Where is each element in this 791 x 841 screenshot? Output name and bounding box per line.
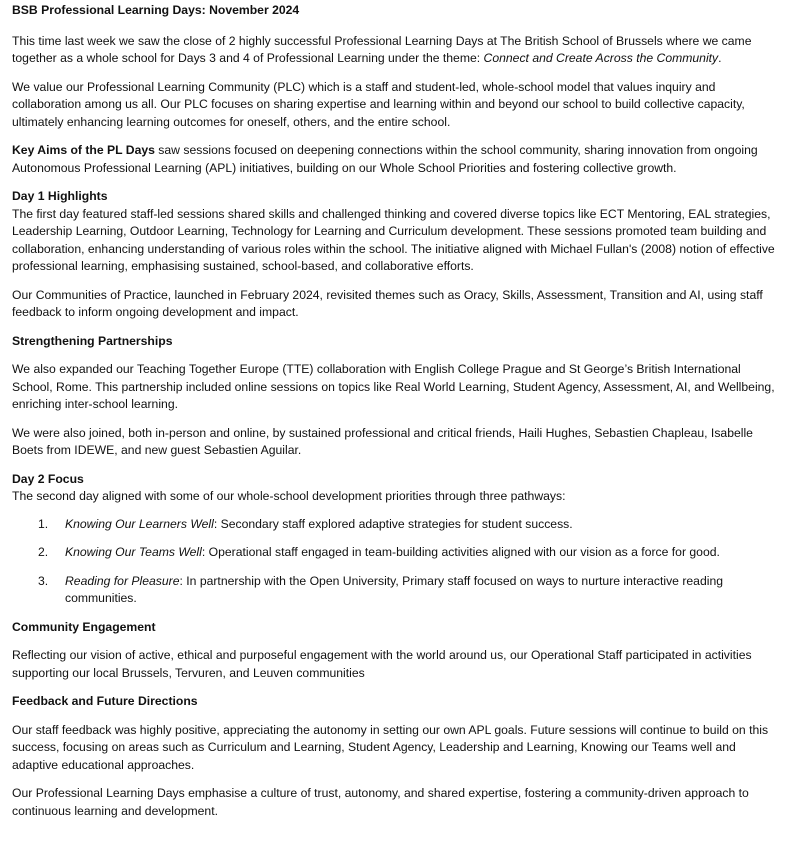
list-item-text: : Secondary staff explored adaptive strategies for student success. [213, 516, 573, 531]
key-aims-text: saw sessions focused on deepening connections within the school community, sharing innovation from ongoing Autonomous Professional Learning (APL) initiatives, building on our Whole School Priorities and fostering collective growth. [12, 143, 758, 175]
partnerships-paragraph-1: We also expanded our Teaching Together Europe (TTE) collaboration with English College Prague and St George’s British International School, Rome. This partnership included online sessions on topics like Real World Learning, Student Agency, Assessment, AI, and Wellbeing, enriching inter-school learning. [12, 362, 775, 411]
list-item-number: 1. [38, 516, 49, 531]
intro-text: This time last week we saw the close of 2 highly successful Professional Learning Days at The British School of Brussels where we came together as a whole school for Days 3 and 4 of Professional Learning under the theme: [12, 33, 752, 65]
day2-heading: Day 2 Focus [12, 471, 84, 486]
list-item [12, 516, 779, 534]
list-item-number: 2. [38, 545, 49, 559]
list-item-title: Reading for Pleasure [65, 573, 180, 588]
community-heading: Community Engagement [12, 619, 156, 634]
list-item-text: : In partnership with the Open University, Primary staff focused on ways to nurture interactive reading communities. [65, 573, 724, 605]
list-item [12, 573, 779, 608]
list-item-title: Knowing Our Teams Well [65, 545, 202, 559]
day1-heading: Day 1 Highlights [12, 189, 108, 203]
plc-paragraph: We value our Professional Learning Community (PLC) which is a staff and student-led, whole-school model that values inquiry and collaboration among us all. Our PLC focuses on sharing expertise and learning within and beyond our school to build collective capacity, ultimately enhancing learning outcomes for oneself, others, and the entire school. [12, 79, 745, 129]
intro-theme: Connect and Create Across the Community [483, 51, 719, 65]
day2-pathways-list [12, 516, 779, 608]
feedback-paragraph: Our staff feedback was highly positive, appreciating the autonomy in setting our own APL goals. Future sessions will continue to build on this success, focusing on areas such as Curriculum and Learning, Student Agency, Leadership and Learning, Knowing our Teams well and adaptive educational approaches. [12, 722, 769, 772]
key-aims-label: Key Aims of the PL Days [12, 143, 155, 157]
closing-paragraph: Our Professional Learning Days emphasise a culture of trust, autonomy, and shared expertise, fostering a community-driven approach to continuous learning and development. [12, 786, 749, 818]
communities-paragraph: Our Communities of Practice, launched in February 2024, revisited themes such as Oracy, Skills, Assessment, Transition and AI, using staff feedback to inform ongoing development and impact. [12, 287, 763, 319]
intro-paragraph [12, 33, 779, 68]
list-item-number: 3. [38, 573, 49, 588]
list-item-text: : Operational staff engaged in team-building activities aligned with our vision as a force for good. [201, 545, 720, 559]
partnerships-paragraph-2: We were also joined, both in-person and online, by sustained professional and critical friends, Haili Hughes, Sebastien Chapleau, Isabelle Boets from IDEWE, and new guest Sebastien Aguilar. [12, 425, 753, 457]
partnerships-heading: Strengthening Partnerships [12, 333, 173, 348]
list-item [12, 544, 779, 562]
community-paragraph: Reflecting our vision of active, ethical and purposeful engagement with the world around us, our Operational Staff participated in activities supporting our local Brussels, Tervuren, and Leuven communities [12, 648, 752, 680]
feedback-heading: Feedback and Future Directions [12, 694, 198, 708]
day1-paragraph: The first day featured staff-led sessions shared skills and challenged thinking and covered diverse topics like ECT Mentoring, EAL strategies, Leadership Learning, Outdoor Learning, Technology for Learning and Curriculum development. These sessions promoted team building and collaboration, enhancing understanding of various roles within the school. The initiative aligned with Michael Fullan's (2008) notion of effective professional learning, emphasising sustained, school-based, and collaborative efforts. [12, 206, 775, 273]
list-item-title: Knowing Our Learners Well [65, 516, 214, 531]
document-title: BSB Professional Learning Days: November 2024 [12, 3, 300, 17]
intro-end: . [718, 51, 722, 65]
key-aims-paragraph [12, 142, 779, 177]
day2-paragraph: The second day aligned with some of our whole-school development priorities through three pathways: [12, 489, 566, 503]
